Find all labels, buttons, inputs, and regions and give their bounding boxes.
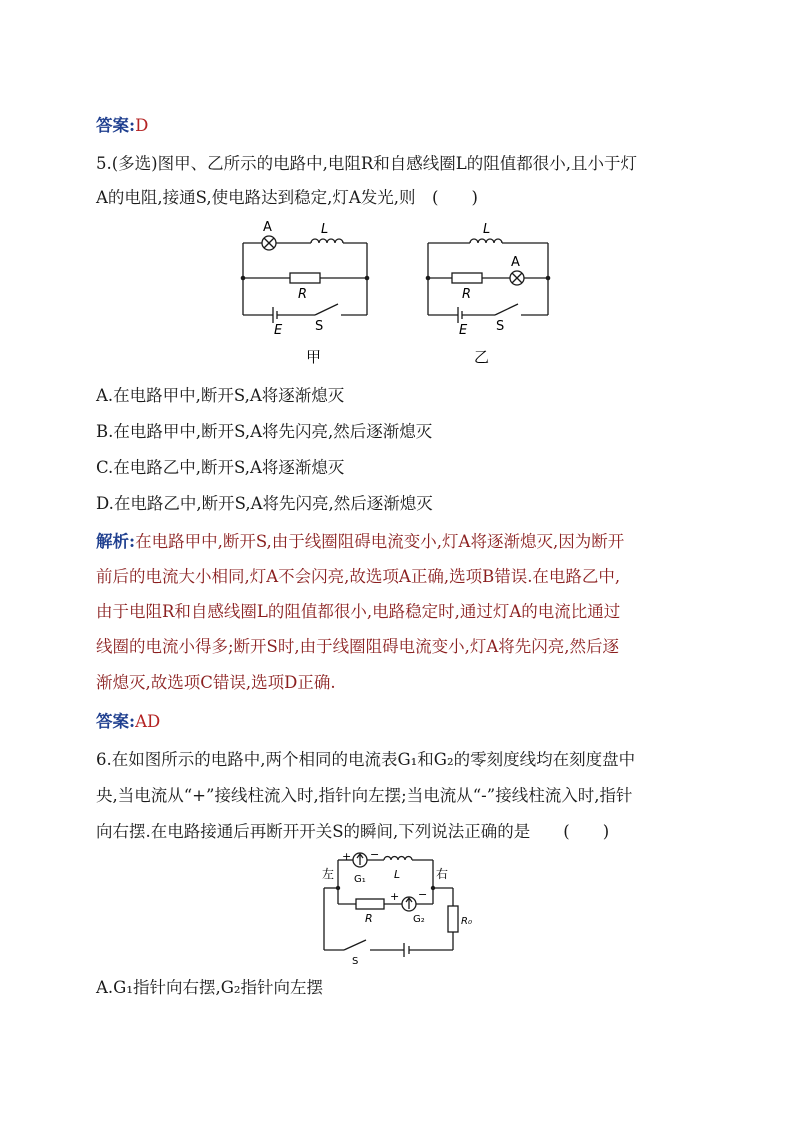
figure-caption: 乙 [474,348,490,366]
answer-label: 答案: [96,712,136,731]
option-a: A.在电路甲中,断开S,A将逐渐熄灭 [96,386,345,405]
answer-label: 答案: [96,116,136,135]
left-label: 左 [322,867,335,881]
q5-stem-line2: A的电阻,接通S,使电路达到稳定,灯A发光,则 ( ) [96,188,478,207]
lamp-label: A [263,220,272,235]
analysis-line3: 由于电阻R和自感线圈L的阻值都很小,电路稳定时,通过灯A的电流比通过 [96,602,621,621]
g2-plus: + [390,890,400,903]
g1-plus: + [342,850,352,863]
q6-stem-line3: 向右摆.在电路接通后再断开开关S的瞬间,下列说法正确的是 ( ) [96,822,610,841]
analysis-label: 解析: [96,532,136,551]
coil-label: L [483,222,491,237]
q6-stem-line1: 6.在如图所示的电路中,两个相同的电流表G₁和G₂的零刻度线均在刻度盘中 [96,750,636,769]
g2-minus: − [418,888,428,901]
resistor-label: R [462,287,472,302]
analysis-line2: 前后的电流大小相同,灯A不会闪亮,故选项A正确,选项B错误.在电路乙中, [96,567,621,586]
g2-label: G₂ [413,914,425,925]
switch-label: S [315,319,324,334]
switch-label: S [352,956,359,967]
coil-label: L [321,222,329,237]
analysis-text: 在电路甲中,断开S,由于线圈阻碍电流变小,灯A将逐渐熄灭,因为断开 [135,532,625,551]
answer-value: D [135,116,149,135]
q6-option-a: A.G₁指针向右摆,G₂指针向左摆 [96,978,323,997]
q6-stem-line2: 央,当电流从“+”接线柱流入时,指针向左摆;当电流从“-”接线柱流入时,指针 [96,786,633,805]
q6-circuit-diagram [318,848,488,968]
answer-line [96,712,160,732]
analysis-line1 [96,532,624,552]
q5-stem-line1: 5.(多选)图甲、乙所示的电路中,电阻R和自感线圈L的阻值都很小,且小于灯 [96,154,637,173]
lamp-label: A [511,255,520,270]
answer-line [96,116,148,136]
resistor-label: R [298,287,308,302]
figure-caption: 甲 [306,348,322,366]
switch-label: S [496,319,505,334]
circuit-jia-diagram [235,218,380,368]
option-c: C.在电路乙中,断开S,A将逐渐熄灭 [96,458,345,477]
right-label: 右 [436,867,449,881]
resistor-label: R [365,912,373,925]
coil-label: L [394,868,401,881]
analysis-line5: 渐熄灭,故选项C错误,选项D正确. [96,673,336,692]
r0-label: R₀ [461,916,472,927]
answer-value: AD [135,712,161,731]
emf-label: E [274,323,283,338]
analysis-line4: 线圈的电流小得多;断开S时,由于线圈阻碍电流变小,灯A将先闪亮,然后逐 [96,637,620,656]
emf-label: E [459,323,468,338]
option-b: B.在电路甲中,断开S,A将先闪亮,然后逐渐熄灭 [96,422,433,441]
g1-label: G₁ [354,874,366,885]
option-d: D.在电路乙中,断开S,A将先闪亮,然后逐渐熄灭 [96,494,433,513]
g1-minus: − [370,848,380,861]
circuit-yi-diagram [420,218,565,368]
